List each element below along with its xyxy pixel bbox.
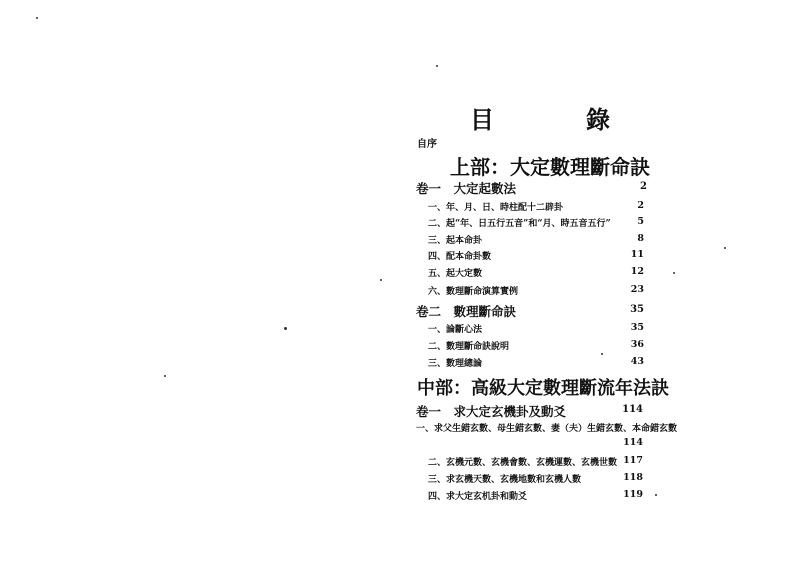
entry-page-number: 114 [623,437,643,448]
entry-page-number: 117 [623,455,643,466]
entry-label: 三、數理總論 [428,359,483,369]
entry-label: 二、起“年、日五行五音”和“月、時五音五行” [428,219,611,229]
toc-chapter-row [0,181,793,197]
toc-title-char: 目 [470,105,494,134]
toc-entry-row [0,266,793,282]
toc-entry-row [0,284,793,300]
entry-page-number: 119 [623,489,643,500]
part-heading-upper: 上部：大定數理斷命訣 [450,155,650,179]
toc-entry-row [0,322,793,338]
entry-page-number: 36 [630,339,644,350]
toc-entry-row [0,356,793,372]
entry-label: 二、玄機元數、玄機會數、玄機運數、玄機世數 [428,458,618,468]
entry-page-number: 12 [630,266,644,277]
entry-label: 六、數理斷命演算實例 [428,287,519,297]
chapter-page-number: 35 [630,304,644,315]
chapter-label: 卷一 求大定玄機卦及動爻 [416,404,567,419]
toc-title [470,100,610,135]
toc-preface: 自序 [417,139,437,150]
scan-speck [601,353,603,355]
scan-speck [36,17,38,19]
part-heading-middle: 中部：高級大定數理斷流年法訣 [417,378,669,399]
chapter-label: 卷二 數理斷命訣 [416,304,517,319]
toc-entry-row [0,216,793,232]
toc-entry-row [0,489,793,505]
scan-speck [673,272,675,274]
toc-chapter-row [0,404,793,420]
entry-page-number: 35 [630,322,644,333]
chapter-page-number: 2 [640,181,647,192]
entry-page-number: 23 [630,284,644,295]
entry-page-number: 118 [623,472,643,483]
toc-chapter-row [0,304,793,320]
scan-speck [724,247,726,249]
entry-page-number: 8 [637,233,644,244]
scan-speck [380,279,382,281]
toc-entry-row [0,339,793,355]
toc-title-char: 錄 [586,105,610,134]
scan-speck [284,327,287,330]
entry-page-number: 11 [630,249,644,260]
chapter-label: 卷一 大定起數法 [416,181,517,196]
entry-page-number: 2 [637,200,644,211]
entry-label: 三、起本命卦 [428,236,483,246]
entry-label: 四、求大定玄机卦和動爻 [428,492,528,502]
entry-page-number: 43 [630,356,644,367]
entry-label: 一、求父生錯玄數、母生錯玄數、妻（夫）生錯玄數、本命錯玄數 [416,424,678,434]
toc-entry-row [0,200,793,216]
entry-label: 三、求玄機天數、玄機地數和玄機人數 [428,475,582,485]
entry-label: 一、論斷心法 [428,325,483,335]
toc-entry-row [0,421,793,437]
entry-label: 二、數理斷命訣說明 [428,342,510,352]
chapter-page-number: 114 [622,404,643,415]
entry-label: 一、年、月、日、時柱配十二辟卦 [428,203,564,213]
scan-speck [655,494,657,496]
toc-entry-row [0,455,793,471]
toc-entry-row [0,249,793,265]
entry-label: 四、配本命卦數 [428,252,492,262]
toc-entry-row [0,472,793,488]
entry-label: 五、起大定數 [428,269,483,279]
scan-speck [436,65,438,67]
toc-entry-row [0,437,793,453]
toc-entry-row [0,233,793,249]
scan-speck [164,375,166,377]
entry-page-number: 5 [637,216,644,227]
